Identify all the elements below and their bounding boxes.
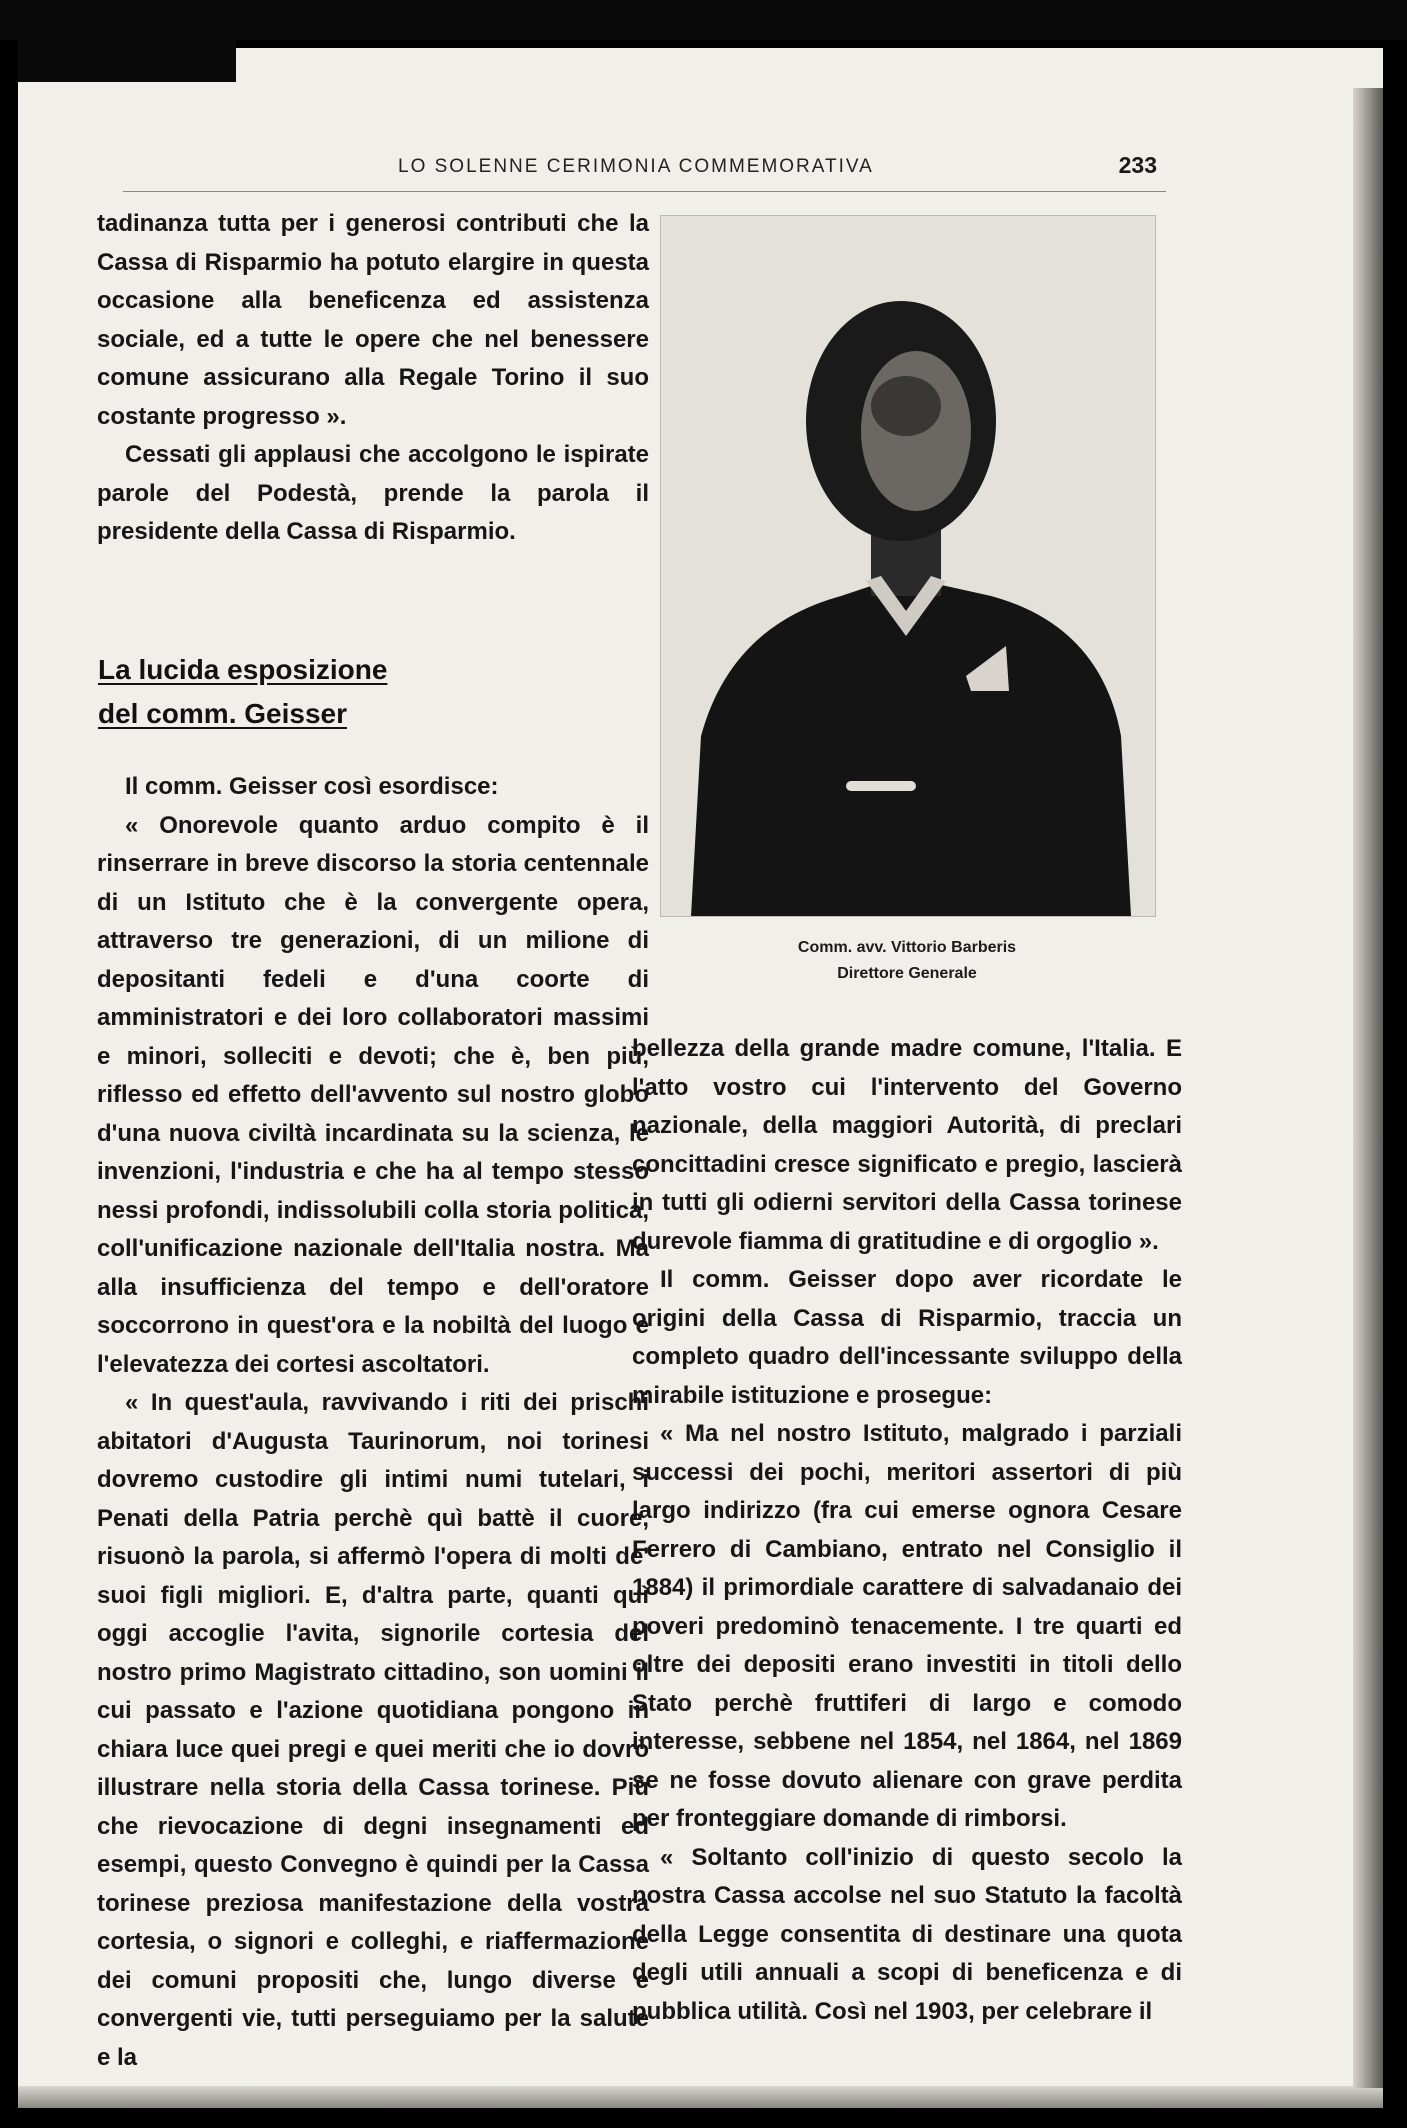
- book-page: [18, 48, 1383, 2108]
- caption-title: Direttore Generale: [837, 965, 977, 982]
- scan-tab: [18, 0, 236, 82]
- portrait-photo: [660, 215, 1156, 917]
- paragraph: Cessati gli applausi che accolgono le ispirate parole del Podestà, prende la parola il presidente della Cassa di Risparmio.: [97, 441, 649, 545]
- left-column-body: [97, 768, 649, 2077]
- paragraph: « Soltanto coll'inizio di questo secolo la nostra Cassa accolse nel suo Statuto la facoltà della Legge consentita di destinare una quota degli utili annuali a scopi di beneficenza e di pubblica utilità. Così nel 1903, per celebrare il: [632, 1843, 1182, 2025]
- portrait-image: [661, 216, 1155, 916]
- paragraph: « Ma nel nostro Istituto, malgrado i parziali successi dei pochi, meritori assertori di più largo indirizzo (fra cui emerse ognora Cesare Ferrero di Cambiano, entrato nel Consiglio il 1884) il primordiale carattere di salvadanaio dei poveri predominò tenacemente. I tre quarti ed oltre dei depositi erano investiti in titoli dello Stato perchè fruttiferi di largo e comodo interesse, sebbene nel 1854, nel 1864, nel 1869 se ne fosse dovuto alienare con grave perdita per fronteggiare domande di rimborsi.: [632, 1420, 1182, 1832]
- page-fold-shadow: [1353, 88, 1383, 2088]
- header-rule: [123, 191, 1166, 192]
- section-subheading: [98, 648, 428, 736]
- page-number: 233: [1118, 152, 1157, 178]
- paragraph: « In quest'aula, ravvivando i riti dei prischi abitatori d'Augusta Taurinorum, noi torinesi dovremo custodire gli intimi numi tutelari, i Penati della Patria perchè quì battè il cuore, risuonò la parola, si affermò l'opera di molti de' suoi figli migliori. E, d'altra parte, quanti quì oggi accoglie l'avita, signorile cortesia del nostro primo Magistrato cittadino, son uomini il cui passato e l'azione quotidiana pongono in chiara luce quei pregi e quei meriti che io dovrò illustrare nella storia della Cassa torinese. Più che rievocazione di degni insegnamenti ed esempi, questo Convegno è quindi per la Cassa torinese preziosa manifestazione della vostra cortesia, o signori e colleghi, e riaffermazione dei comuni propositi che, lungo diverse e convergenti vie, tutti perseguiamo per la salute e la: [97, 1389, 649, 2071]
- paragraph: bellezza della grande madre comune, l'Italia. E l'atto vostro cui l'intervento del Governo nazionale, della maggiori Autorità, di preclari concittadini cresce significato e pregio, lascierà in tutti gli odierni servitori della Cassa torinese durevole fiamma di gratitudine e di orgoglio ».: [632, 1035, 1182, 1255]
- subheading-line-2: del comm. Geisser: [98, 698, 348, 729]
- paragraph: Il comm. Geisser così esordisce:: [125, 773, 499, 800]
- subheading-line-1: La lucida esposizione: [98, 654, 388, 685]
- left-column-top: [97, 205, 649, 552]
- paragraph: tadinanza tutta per i generosi contributi che la Cassa di Risparmio ha potuto elargire in questa occasione alla beneficenza ed assistenza sociale, ed a tutte le opere che nel benessere comune assicurano alla Regale Torino il suo costante progresso ».: [97, 210, 649, 430]
- running-head: LO SOLENNE CERIMONIA COMMEMORATIVA: [398, 156, 874, 177]
- photo-caption: [650, 935, 1164, 987]
- paragraph: « Onorevole quanto arduo compito è il rinserrare in breve discorso la storia centennale di un Istituto che è la convergente opera, attraverso tre generazioni, di un milione di depositanti fedeli e d'una coorte di amministratori e dei loro collaboratori massimi e minori, solleciti e devoti; che è, ben più, riflesso ed effetto dell'avvento sul nostro globo d'una nuova civiltà incardinata su la scienza, le invenzioni, l'industria e che ha al tempo stesso nessi profondi, indissolubili colla storia politica, coll'unificazione nazionale dell'Italia nostra. Ma alla insufficienza del tempo e dell'oratore soccorrono in quest'ora e la nobiltà del luogo e l'elevatezza dei cortesi ascoltatori.: [97, 811, 649, 1378]
- paragraph: Il comm. Geisser dopo aver ricordate le origini della Cassa di Risparmio, traccia un completo quadro dell'incessante sviluppo della mirabile istituzione e prosegue:: [632, 1266, 1182, 1409]
- page-bottom-edge: [18, 2086, 1383, 2108]
- right-column-body: [632, 1030, 1182, 2031]
- page-header: [18, 136, 1383, 192]
- caption-name: Comm. avv. Vittorio Barberis: [797, 939, 1017, 956]
